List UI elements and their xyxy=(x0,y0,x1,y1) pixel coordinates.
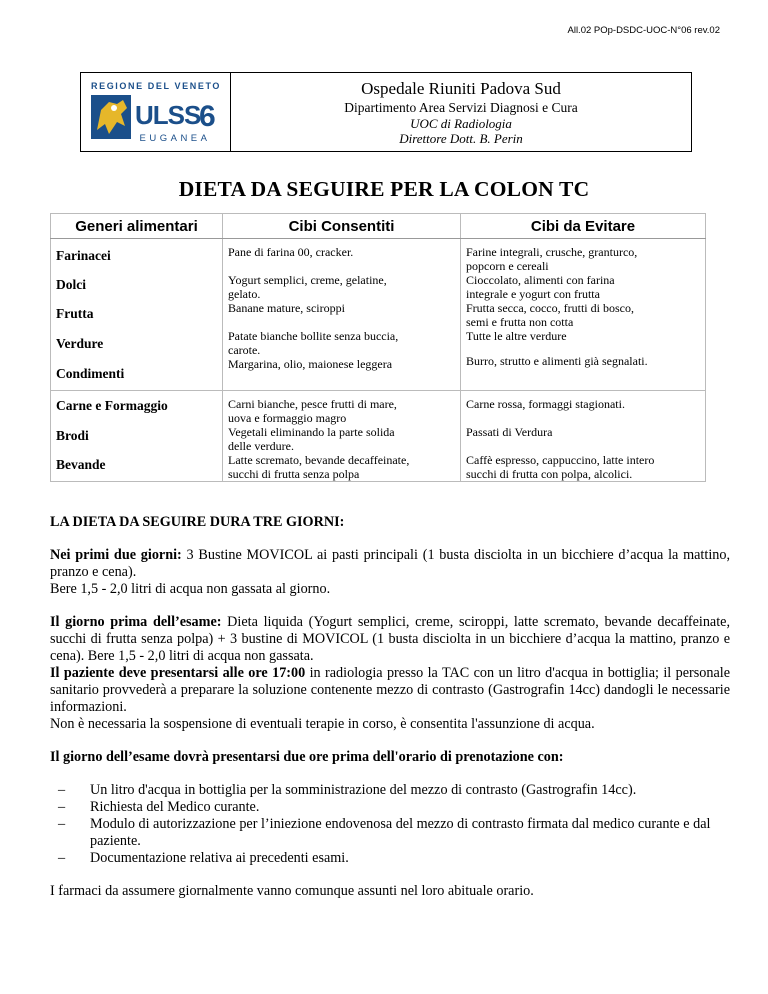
allowed-line: Margarina, olio, maionese leggera xyxy=(228,357,393,371)
list-item: – Documentazione relativa ai precedenti esami. xyxy=(50,850,730,867)
category-cell-upper xyxy=(51,239,223,391)
document-reference: All.02 POp-DSDC-UOC-N°06 rev.02 xyxy=(567,25,720,36)
instructions xyxy=(50,514,730,916)
present-text: in radiologia presso la TAC con un litro d'acqua in bottiglia; il personale sanitario provvederà a preparare la soluzione contenente mezzo di contrasto (Gastrografin 14cc) dandogli le necessarie informazioni. xyxy=(50,665,730,715)
category-condimenti: Condimenti xyxy=(56,366,125,381)
avoid-line: Passati di Verdura xyxy=(466,425,553,439)
avoid-line: Burro, strutto e alimenti già segnalati. xyxy=(466,354,648,368)
therapy-note: Non è necessaria la sospensione di eventuali terapie in corso, è consentita l'assunzione di acqua. xyxy=(50,716,595,732)
avoid-line: Farine integrali, crusche, granturco, xyxy=(466,245,638,259)
table-header-row xyxy=(51,214,706,239)
allowed-line: Latte scremato, bevande decaffeinate, xyxy=(228,453,410,467)
avoid-cell-lower xyxy=(461,391,706,482)
first-days-paragraph xyxy=(50,547,730,598)
category-verdure: Verdure xyxy=(56,336,104,351)
allowed-cell-upper xyxy=(223,239,461,391)
hospital-info xyxy=(231,73,691,151)
day-before-text: Dieta liquida (Yogurt semplici, creme, sciroppi, latte scremato, bevande decaffeinate, succhi di frutta senza polpa) + 3 bustine di MOVICOL (1 busta disciolta in un bicchiere d’acqua la mattino, pranzo e cena). Bere 1,5 - 2,0 litri di acqua non gassata. xyxy=(50,614,730,664)
avoid-line: integrale e yogurt con frutta xyxy=(466,287,600,301)
first-days-water: Bere 1,5 - 2,0 litri di acqua non gassata al giorno. xyxy=(50,581,331,597)
allowed-line: Vegetali eliminando la parte solida xyxy=(228,425,395,439)
list-item: – Richiesta del Medico curante. xyxy=(50,799,730,816)
logo-region-text: REGIONE DEL VENETO xyxy=(90,81,221,91)
logo-area-text: EUGANEA xyxy=(139,133,210,144)
avoid-line: Tutte le altre verdure xyxy=(466,329,567,343)
allowed-line: uova e formaggio magro xyxy=(228,411,347,425)
director-name: Direttore Dott. B. Perin xyxy=(399,131,523,146)
category-dolci: Dolci xyxy=(56,277,86,292)
avoid-line: semi e frutta non cotta xyxy=(466,315,574,329)
avoid-line: Carne rossa, formaggi stagionati. xyxy=(466,397,625,411)
list-item: – Modulo di autorizzazione per l’iniezione endovenosa del mezzo di contrasto firmata dal medico curante e dal paziente. xyxy=(50,816,730,850)
header-food-group: Generi alimentari xyxy=(51,214,223,239)
exam-day-heading: Il giorno dell’esame dovrà presentarsi due ore prima dell'orario di prenotazione con: xyxy=(50,749,564,765)
allowed-line: succhi di frutta senza polpa xyxy=(228,467,360,481)
closing-note: I farmaci da assumere giornalmente vanno comunque assunti nel loro abituale orario. xyxy=(50,883,534,899)
department-name: Dipartimento Area Servizi Diagnosi e Cura xyxy=(344,100,578,115)
allowed-line: Banane mature, sciroppi xyxy=(228,301,345,315)
allowed-line: Patate bianche bollite senza buccia, xyxy=(228,329,399,343)
avoid-line: popcorn e cereali xyxy=(466,259,549,273)
list-item: – Un litro d'acqua in bottiglia per la somministrazione del mezzo di contrasto (Gastrografin 14cc). xyxy=(50,782,730,799)
page-title: DIETA DA SEGUIRE PER LA COLON TC xyxy=(178,177,590,201)
avoid-line: Frutta secca, cocco, frutti di bosco, xyxy=(466,301,634,315)
duration-heading: LA DIETA DA SEGUIRE DURA TRE GIORNI: xyxy=(50,514,345,530)
letterhead xyxy=(80,72,692,152)
present-label: Il paziente deve presentarsi alle ore 17:00 xyxy=(50,665,306,681)
exam-items-list xyxy=(50,782,730,867)
table-row-lower xyxy=(51,391,706,482)
category-bevande: Bevande xyxy=(56,457,106,472)
hospital-name: Ospedale Riuniti Padova Sud xyxy=(361,79,561,98)
logo-cell xyxy=(81,73,231,151)
allowed-line: Pane di farina 00, cracker. xyxy=(228,245,354,259)
lion-emblem-icon xyxy=(91,95,131,139)
logo-name-text: ULSS xyxy=(134,100,200,130)
logo-number-text: 6 xyxy=(198,100,216,133)
first-days-label: Nei primi due giorni: xyxy=(50,547,182,563)
day-before-paragraph xyxy=(50,614,730,733)
allowed-line: gelato. xyxy=(228,287,261,301)
table-row-upper xyxy=(51,239,706,391)
header-avoid: Cibi da Evitare xyxy=(461,214,706,239)
allowed-line: Carni bianche, pesce frutti di mare, xyxy=(228,397,397,411)
avoid-line: Cioccolato, alimenti con farina xyxy=(466,273,615,287)
allowed-line: Yogurt semplici, creme, gelatine, xyxy=(228,273,387,287)
avoid-line: succhi di frutta con polpa, alcolici. xyxy=(466,467,633,481)
category-brodi: Brodi xyxy=(56,428,89,443)
allowed-cell-lower xyxy=(223,391,461,482)
category-farinacei: Farinacei xyxy=(56,248,111,263)
allowed-line: carote. xyxy=(228,343,261,357)
avoid-line: Caffè espresso, cappuccino, latte intero xyxy=(466,453,655,467)
day-before-label: Il giorno prima dell’esame: xyxy=(50,614,222,630)
unit-name: UOC di Radiologia xyxy=(410,116,512,131)
category-carne-formaggio: Carne e Formaggio xyxy=(56,398,168,413)
diet-table xyxy=(50,213,706,482)
category-cell-lower xyxy=(51,391,223,482)
ulss6-logo xyxy=(87,78,225,146)
category-frutta: Frutta xyxy=(56,306,94,321)
avoid-cell-upper xyxy=(461,239,706,391)
header-allowed: Cibi Consentiti xyxy=(223,214,461,239)
first-days-text: 3 Bustine MOVICOL ai pasti principali (1 busta disciolta in un bicchiere d’acqua la mattino, pranzo e cena). xyxy=(50,547,730,580)
allowed-line: delle verdure. xyxy=(228,439,294,453)
